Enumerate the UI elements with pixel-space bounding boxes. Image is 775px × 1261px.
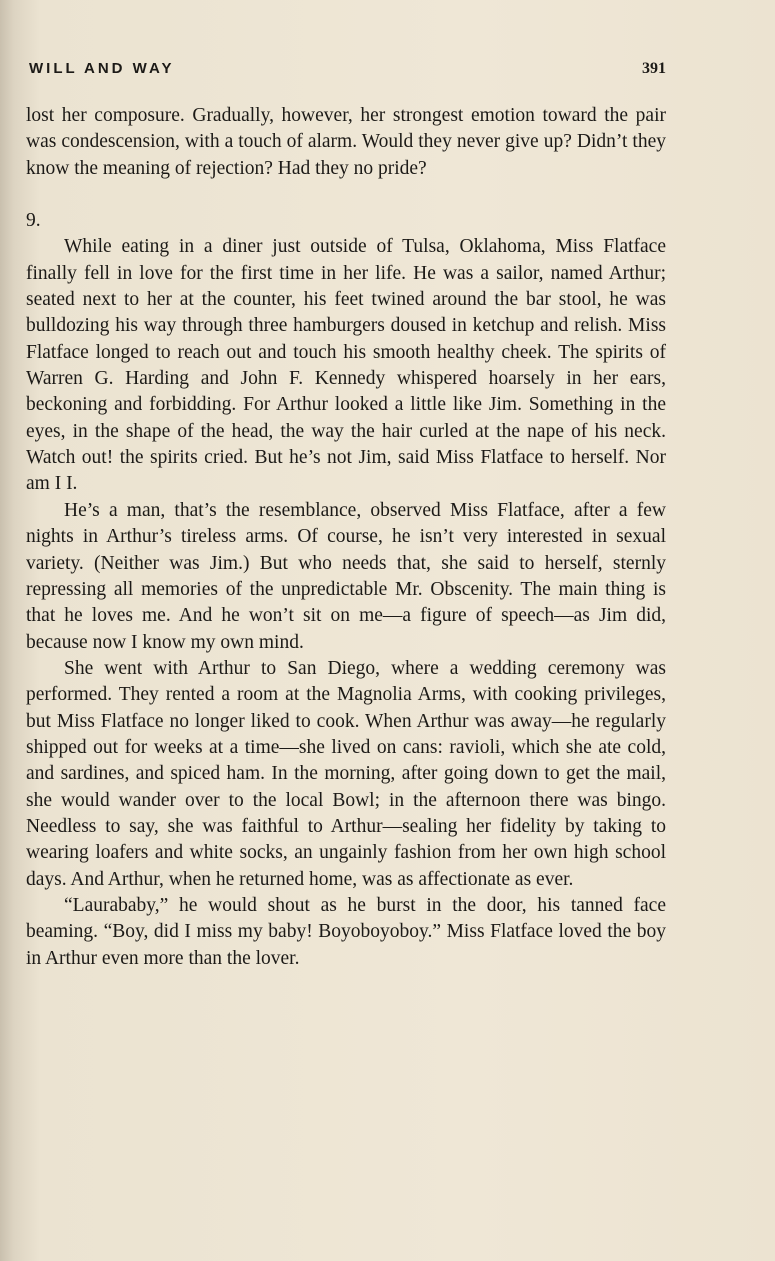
running-head [26,60,666,82]
body-text [26,103,666,972]
paragraph: “Laurababy,” he would shout as he burst in the door, his tanned face beaming. “Boy, did I miss my baby! Boyoboyoboy.” Miss Flatface loved the boy in Arthur even more than the lover. [26,894,666,969]
section-number: 9. [26,210,41,232]
page-number: 391 [642,60,666,77]
paragraph: While eating in a diner just outside of Tulsa, Oklahoma, Miss Flatface finally fell in love for the first time in her life. He was a sailor, named Arthur; seated next to her at the counter, his feet twined around the bar stool, he was bulldozing his way through three hamburgers doused in ketchup and relish. Miss Flatface longed to reach out and touch his smooth healthy cheek. The spirits of Warren G. Harding and John F. Kennedy whispered hoarsely in her ears, beckoning and forbidding. For Arthur looked a little like Jim. Something in the eyes, in the shape of the head, the way the hair curled at the nape of his neck. Watch out! the spirits cried. But he’s not Jim, said Miss Flatface to herself. Nor am I I. [26,236,666,495]
running-title: WILL AND WAY [29,60,175,77]
paragraph: She went with Arthur to San Diego, where a wedding ceremony was performed. They rented a room at the Magnolia Arms, with cooking privileges, but Miss Flatface no longer liked to cook. When Arthur was away—he regularly shipped out for weeks at a time—she lived on cans: ravioli, which she ate cold, and sardines, and spiced ham. In the morning, after going down to get the mail, she would wander over to the local Bowl; in the afternoon there was bingo. Needless to say, she was faithful to Arthur—sealing her fidelity by taking to wearing loafers and white socks, an ungainly fashion from her own high school days. And Arthur, when he returned home, was as affectionate as ever. [26,657,666,890]
paragraph: He’s a man, that’s the resemblance, observed Miss Flatface, after a few nights in Arthur’s tireless arms. Of course, he isn’t very interested in sexual variety. (Neither was Jim.) But who needs that, she said to herself, sternly repressing all memories of the unpredictable Mr. Obscenity. The main thing is that he loves me. And he won’t sit on me—a figure of speech—as Jim did, because now I know my own mind. [26,499,666,653]
paragraph-continued: lost her composure. Gradually, however, her strongest emotion toward the pair was condescension, with a touch of alarm. Would they never give up? Didn’t they know the meaning of rejection? Had they no pride? [26,105,666,179]
